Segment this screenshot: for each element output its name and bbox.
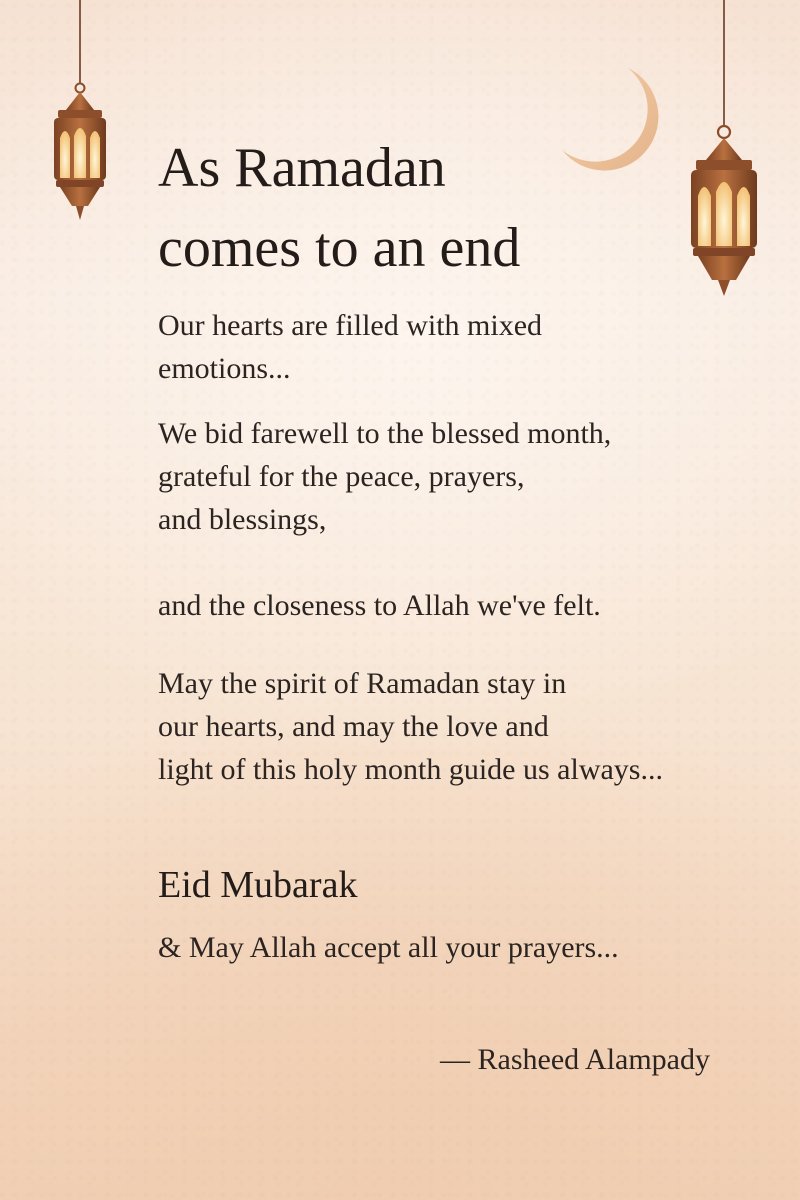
message-line: May the spirit of Ramadan stay in	[158, 667, 567, 700]
hanging-lantern-icon	[684, 0, 764, 300]
message-line: light of this holy month guide us always...	[158, 753, 663, 786]
message-paragraph	[158, 304, 758, 390]
message-line: Our hearts are filled with mixed	[158, 309, 543, 342]
title-line: comes to an end	[158, 217, 521, 279]
eid-greeting: Eid Mubarak	[158, 864, 358, 906]
title-line: As Ramadan	[158, 137, 446, 199]
message-line: emotions...	[158, 352, 291, 385]
card-title	[158, 128, 658, 288]
message-line: and the closeness to Allah we've felt.	[158, 589, 601, 622]
message-paragraph	[158, 662, 758, 791]
message-line: We bid farewell to the blessed month,	[158, 417, 612, 450]
message-line: our hearts, and may the love and	[158, 710, 549, 743]
hanging-lantern-icon	[48, 0, 112, 224]
message-paragraph	[158, 584, 758, 627]
author-signature: — Rasheed Alampady	[440, 1043, 710, 1076]
greeting-subtitle: & May Allah accept all your prayers...	[158, 931, 619, 964]
message-paragraph	[158, 412, 758, 541]
message-line: grateful for the peace, prayers,	[158, 460, 525, 493]
message-line: and blessings,	[158, 503, 327, 536]
